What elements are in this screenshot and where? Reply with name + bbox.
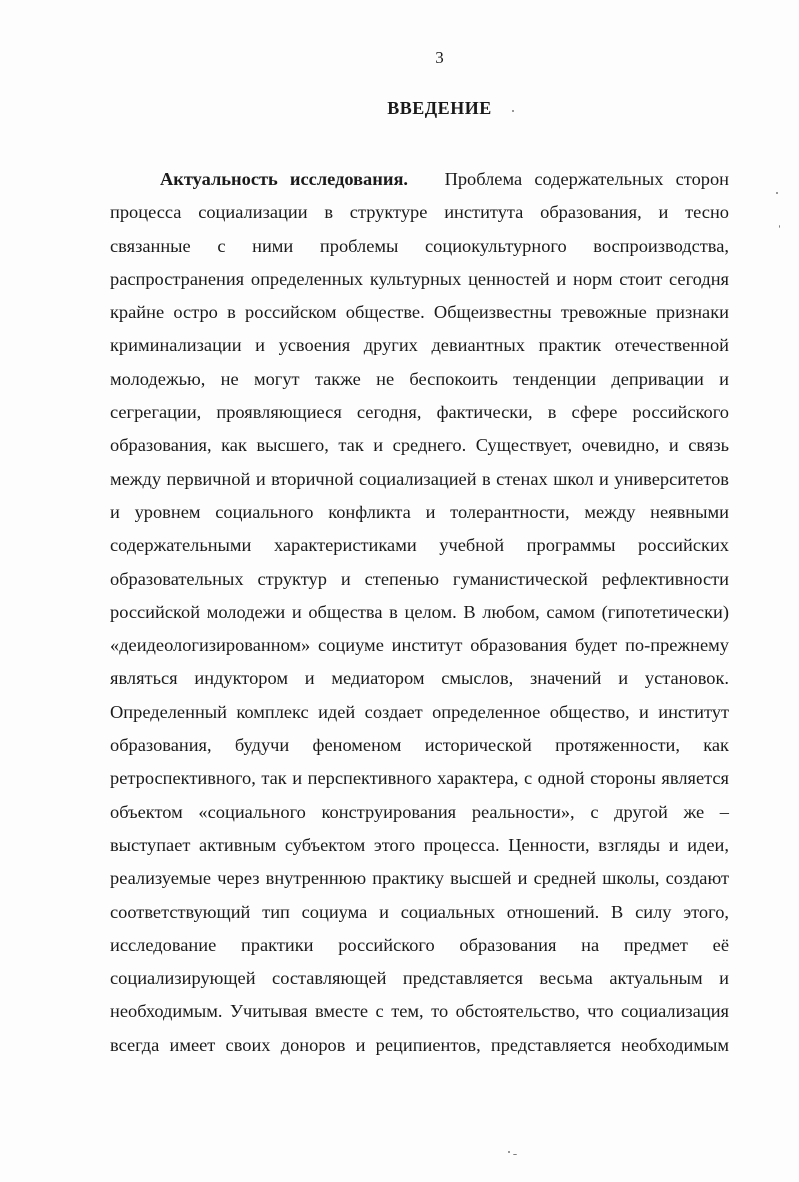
paragraph-line: образования, будучи феноменом исторической протяженности, как bbox=[110, 735, 729, 756]
paragraph-line: процесса социализации в структуре института образования, и тесно bbox=[110, 202, 729, 223]
paragraph-line: являться индуктором и медиатором смыслов, значений и установок. bbox=[110, 668, 729, 689]
paragraph-line: российской молодежи и общества в целом. В любом, самом (гипотетически) bbox=[110, 601, 729, 622]
paragraph-line: крайне остро в российском обществе. Общеизвестны тревожные признаки bbox=[110, 302, 729, 323]
paragraph-line: социализирующей составляющей представляется весьма актуальным и bbox=[110, 968, 729, 989]
line-text: Проблема содержательных сторон bbox=[444, 169, 729, 189]
paragraph-line: образования, как высшего, так и среднего. Существует, очевидно, и связь bbox=[110, 435, 729, 456]
scan-speck bbox=[776, 192, 778, 194]
intro-bold-phrase: Актуальность исследования. bbox=[160, 169, 408, 189]
scan-speck bbox=[512, 110, 514, 112]
paragraph-line: объектом «социального конструирования реальности», с другой же – bbox=[110, 801, 729, 822]
scan-speck bbox=[779, 225, 780, 228]
paragraph-line: распространения определенных культурных ценностей и норм стоит сегодня bbox=[110, 268, 729, 289]
scan-speck bbox=[508, 1151, 510, 1153]
paragraph-line: молодежью, не могут также не беспокоить тенденции депривации и bbox=[110, 368, 729, 389]
paragraph-line: ретроспективного, так и перспективного характера, с одной стороны является bbox=[110, 768, 729, 789]
paragraph-line bbox=[110, 163, 729, 196]
scan-speck bbox=[513, 1154, 517, 1155]
paragraph-line: всегда имеет своих доноров и реципиентов, представляется необходимым bbox=[110, 1034, 729, 1055]
paragraph-line: и уровнем социального конфликта и толерантности, между неявными bbox=[110, 501, 729, 522]
paragraph-line: криминализации и усвоения других девиантных практик отечественной bbox=[110, 335, 729, 356]
body-paragraph bbox=[110, 163, 729, 1062]
section-heading: ВВЕДЕНИЕ bbox=[387, 98, 492, 118]
paragraph-line: выступает активным субъектом этого процесса. Ценности, взгляды и идеи, bbox=[110, 834, 729, 855]
paragraph-line: между первичной и вторичной социализацией в стенах школ и университетов bbox=[110, 468, 729, 489]
paragraph-line: реализуемые через внутреннюю практику высшей и средней школы, создают bbox=[110, 868, 729, 889]
paragraph-line: сегрегации, проявляющиеся сегодня, фактически, в сфере российского bbox=[110, 402, 729, 423]
paragraph-line: Определенный комплекс идей создает определенное общество, и институт bbox=[110, 701, 729, 722]
paragraph-line: необходимым. Учитывая вместе с тем, то обстоятельство, что социализация bbox=[110, 1001, 729, 1022]
paragraph-line: соответствующий тип социума и социальных отношений. В силу этого, bbox=[110, 901, 729, 922]
page-number: 3 bbox=[435, 48, 444, 67]
paragraph-line: образовательных структур и степенью гуманистической рефлективности bbox=[110, 568, 729, 589]
paragraph-line: содержательными характеристиками учебной программы российских bbox=[110, 535, 729, 556]
paragraph-line: «деидеологизированном» социуме институт образования будет по-прежнему bbox=[110, 635, 729, 656]
paragraph-line: исследование практики российского образования на предмет её bbox=[110, 934, 729, 955]
paragraph-line: связанные с ними проблемы социокультурного воспроизводства, bbox=[110, 235, 729, 256]
